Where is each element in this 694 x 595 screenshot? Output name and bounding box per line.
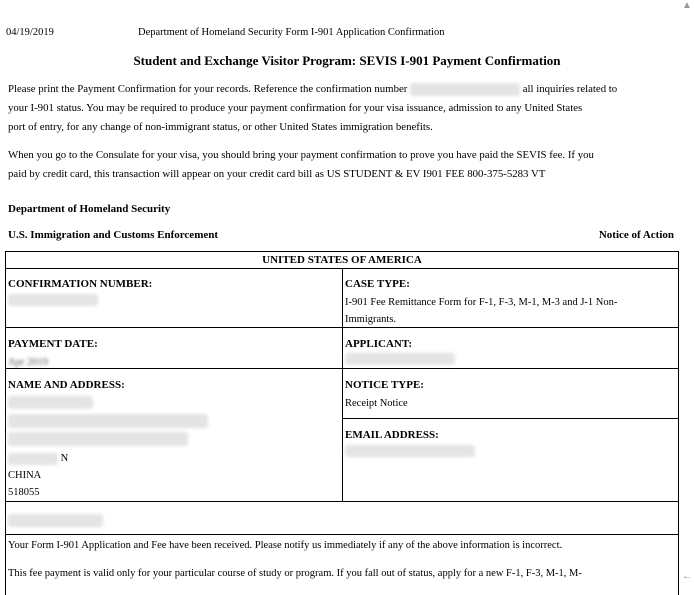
footer-line1: Your Form I-901 Application and Fee have been received. Please notify us immediately if any of the above information is incorrect. bbox=[8, 540, 563, 551]
redacted-value bbox=[8, 514, 103, 527]
header-date: 04/19/2019 bbox=[6, 27, 54, 38]
scroll-left-arrow-icon[interactable]: ← bbox=[682, 571, 692, 582]
redacted-value bbox=[8, 414, 208, 428]
redacted-line bbox=[8, 514, 103, 527]
payment-date-label: PAYMENT DATE: bbox=[8, 338, 98, 350]
applicant-value bbox=[345, 353, 455, 365]
redacted-value bbox=[345, 445, 475, 457]
confirmation-number-label: CONFIRMATION NUMBER: bbox=[8, 278, 153, 290]
row-divider bbox=[342, 418, 678, 419]
scroll-up-arrow-icon[interactable]: ▲ bbox=[682, 0, 692, 11]
notice-type-value: Receipt Notice bbox=[345, 398, 408, 409]
department-name: Department of Homeland Security bbox=[8, 203, 171, 215]
para2-line1: When you go to the Consulate for your visa, you should bring your payment confirmation to prove you have paid the SEVIS fee. If you bbox=[8, 149, 594, 161]
applicant-label: APPLICANT: bbox=[345, 338, 413, 350]
paragraph-print-instructions bbox=[8, 80, 678, 137]
para2-line2: paid by credit card, this transaction will appear on your credit card bill as US STUDENT & EV I901 FEE 800-375-5283 VT bbox=[8, 168, 546, 180]
case-type-label: CASE TYPE: bbox=[345, 278, 410, 290]
case-type-line1: I-901 Fee Remittance Form for F-1, F-3, M-1, M-3 and J-1 Non- bbox=[345, 297, 618, 308]
row-divider bbox=[6, 501, 678, 502]
para1-line3: port of entry, for any change of non-immigrant status, or other United States immigration benefits. bbox=[8, 121, 433, 133]
header-title: Department of Homeland Security Form I-901 Application Confirmation bbox=[138, 27, 445, 38]
column-divider bbox=[342, 269, 343, 501]
para1-line2: your I-901 status. You may be required to produce your payment confirmation for your visa issuance, admission to any United States bbox=[8, 102, 583, 114]
row-divider bbox=[6, 368, 678, 369]
case-type-value bbox=[345, 294, 675, 328]
redacted-value bbox=[8, 396, 93, 409]
address-redacted-1 bbox=[8, 414, 208, 428]
redacted-value bbox=[345, 353, 455, 365]
notice-type-label: NOTICE TYPE: bbox=[345, 379, 424, 391]
name-address-label: NAME AND ADDRESS: bbox=[8, 379, 125, 391]
confirmation-number-value bbox=[8, 294, 98, 306]
email-address-label: EMAIL ADDRESS: bbox=[345, 429, 439, 441]
redacted-value bbox=[8, 453, 58, 465]
redacted-value bbox=[8, 294, 98, 306]
address-postcode: 518055 bbox=[8, 487, 40, 498]
page-title: Student and Exchange Visitor Program: SEVIS I-901 Payment Confirmation bbox=[133, 53, 561, 68]
address-partial bbox=[8, 450, 68, 467]
redacted-confirmation-number bbox=[410, 83, 520, 96]
para1-text-b: all inquiries related to bbox=[522, 83, 618, 95]
confirmation-table bbox=[5, 251, 679, 595]
row-divider bbox=[6, 534, 678, 535]
address-partial-text: N bbox=[60, 453, 69, 464]
footer-line2: This fee payment is valid only for your particular course of study or program. If you fall out of status, apply for a new F-1, F-3, M-1, M- bbox=[8, 568, 582, 579]
case-type-line2: Immigrants. bbox=[345, 314, 397, 325]
address-redacted-2 bbox=[8, 432, 188, 446]
notice-of-action: Notice of Action bbox=[598, 229, 674, 241]
email-address-value bbox=[345, 445, 475, 457]
name-redacted bbox=[8, 396, 93, 409]
payment-date-value: Apr 2019 bbox=[8, 357, 48, 368]
agency-name: U.S. Immigration and Customs Enforcement bbox=[8, 229, 219, 241]
paragraph-consulate bbox=[8, 146, 678, 184]
address-country: CHINA bbox=[8, 470, 42, 481]
redacted-value bbox=[8, 432, 188, 446]
para1-text-a: Please print the Payment Confirmation for your records. Reference the confirmation number bbox=[8, 83, 408, 95]
table-header: UNITED STATES OF AMERICA bbox=[6, 252, 678, 269]
